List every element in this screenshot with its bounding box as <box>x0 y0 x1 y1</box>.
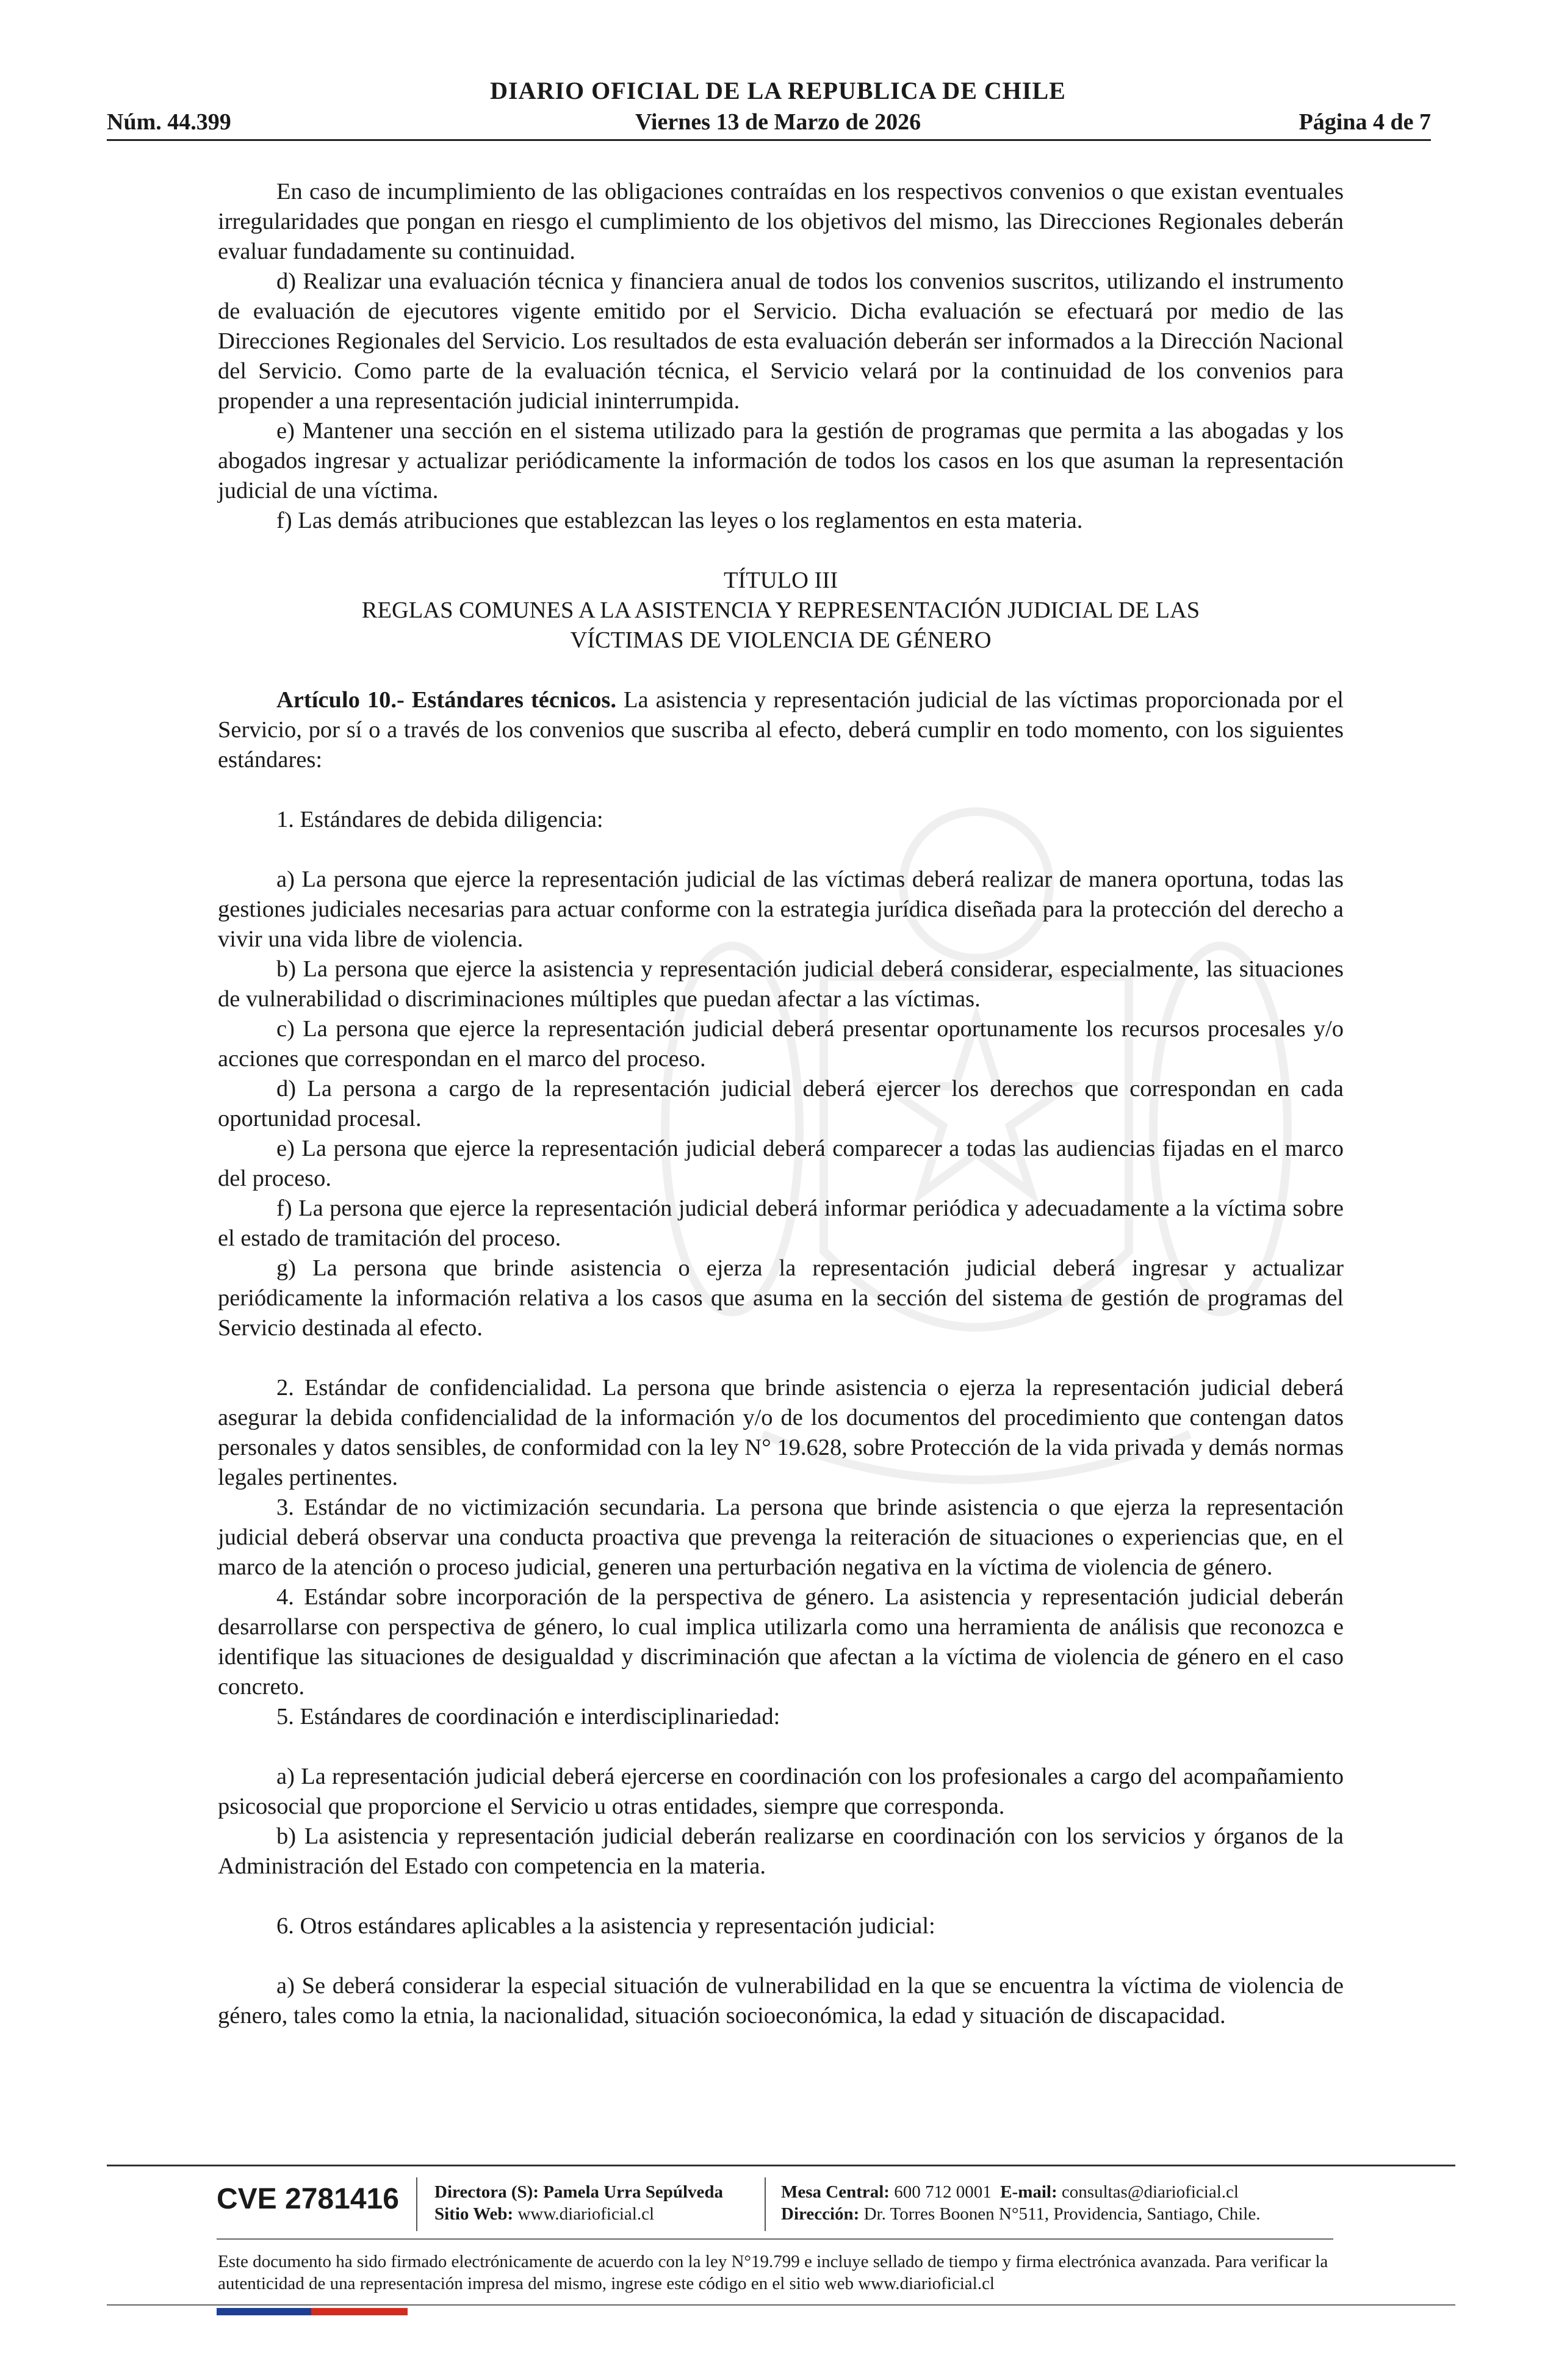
footer-separator <box>765 2177 766 2231</box>
flag-stripe-blue <box>217 2308 311 2315</box>
header-divider <box>107 139 1431 141</box>
title-subheading-line2: VÍCTIMAS DE VIOLENCIA DE GÉNERO <box>570 627 992 653</box>
standard-1-g: g) La persona que brinde asistencia o ejerza la representación judicial deberá ingresar y actualizar periódicamente la información relativa a los casos que asuma en la sección del sistema de gestión de programas del Servicio destinada al efecto. <box>218 1255 1344 1341</box>
item-f-atribuciones: f) Las demás atribuciones que establezcan las leyes o los reglamentos en esta materia. <box>276 508 1083 533</box>
email-label: E-mail: <box>1000 2182 1057 2202</box>
standard-2-confidencialidad: 2. Estándar de confidencialidad. La persona que brinde asistencia o ejerza la representación judicial deberá asegurar la debida confidencialidad de la información y/o de los documentos del procedimiento que contengan datos personales y datos sensibles, de conformidad con la ley N° 19.628, sobre Protección de la vida privada y demás normas legales pertinentes. <box>218 1375 1344 1490</box>
title-heading: TÍTULO III <box>723 568 838 593</box>
article-10 <box>218 685 1344 775</box>
website-link[interactable]: www.diarioficial.cl <box>517 2204 655 2224</box>
address-label: Dirección: <box>781 2204 860 2224</box>
paragraph-incumplimiento: En caso de incumplimiento de las obligaciones contraídas en los respectivos convenios o que existan eventuales irregularidades que pongan en riesgo el cumplimiento de los objetivos del mismo, las Direcciones Regionales deberán evaluar fundadamente su continuidad. <box>218 179 1344 264</box>
issue-number: Núm. 44.399 <box>107 109 231 135</box>
standard-6-heading: 6. Otros estándares aplicables a la asistencia y representación judicial: <box>276 1913 935 1939</box>
article-10-heading: Artículo 10.- Estándares técnicos. <box>276 687 616 713</box>
page-indicator: Página 4 de 7 <box>1298 109 1431 135</box>
title-subheading-line1: REGLAS COMUNES A LA ASISTENCIA Y REPRESENTACIÓN JUDICIAL DE LAS <box>361 597 1200 623</box>
footer-divider-middle <box>217 2238 1333 2240</box>
standard-3-no-victimizacion: 3. Estándar de no victimización secundaria. La persona que brinde asistencia o que ejerza la representación judicial deberá observar una conducta proactiva que prevenga la reiteración de situaciones o experiencias que, en el marco de la atención o proceso judicial, generen una perturbación negativa en la víctima de violencia de género. <box>218 1495 1344 1580</box>
newspaper-title: DIARIO OFICIAL DE LA REPUBLICA DE CHILE <box>490 77 1066 104</box>
standard-5-heading: 5. Estándares de coordinación e interdisciplinariedad: <box>276 1704 780 1729</box>
standard-1-b: b) La persona que ejerce la asistencia y representación judicial deberá considerar, especialmente, las situaciones de vulnerabilidad o discriminaciones múltiples que puedan afectar a las víctimas. <box>218 956 1344 1012</box>
email-link[interactable]: consultas@diarioficial.cl <box>1061 2182 1239 2202</box>
document-body <box>218 177 1344 2031</box>
standard-1-heading: 1. Estándares de debida diligencia: <box>276 807 603 832</box>
footer-divider-top <box>107 2165 1455 2166</box>
standard-1-c: c) La persona que ejerce la representación judicial deberá presentar oportunamente los recursos procesales y/o acciones que correspondan en el marco del proceso. <box>218 1016 1344 1072</box>
mesa-central-label: Mesa Central: <box>781 2182 890 2202</box>
item-e-sistema: e) Mantener una sección en el sistema utilizado para la gestión de programas que permita a las abogadas y los abogados ingresar y actualizar periódicamente la información de todos los casos en los que asuman la representación judicial de una víctima. <box>218 418 1344 503</box>
footer-contact-block <box>781 2181 1260 2225</box>
issue-date: Viernes 13 de Marzo de 2026 <box>635 109 921 135</box>
mesa-central-phone: 600 712 0001 <box>894 2182 992 2202</box>
address-value: Dr. Torres Boonen N°511, Providencia, Santiago, Chile. <box>863 2204 1261 2224</box>
standard-1-e: e) La persona que ejerce la representación judicial deberá comparecer a todas las audiencias fijadas en el marco del proceso. <box>218 1136 1344 1191</box>
standard-1-d: d) La persona a cargo de la representación judicial deberá ejercer los derechos que correspondan en cada oportunidad procesal. <box>218 1076 1344 1131</box>
standard-6-a: a) Se deberá considerar la especial situación de vulnerabilidad en la que se encuentra la víctima de violencia de género, tales como la etnia, la nacionalidad, situación socioeconómica, la edad y situación de discapacidad. <box>218 1973 1344 2028</box>
footer-divider-bottom <box>107 2304 1455 2306</box>
standard-4-perspectiva-genero: 4. Estándar sobre incorporación de la perspectiva de género. La asistencia y representación judicial deberán desarrollarse con perspectiva de género, lo cual implica utilizarla como una herramienta de análisis que reconozca e identifique las situaciones de desigualdad y discriminación que afectan a la víctima de violencia de género en el caso concreto. <box>218 1584 1344 1700</box>
standard-5-b: b) La asistencia y representación judicial deberán realizarse en coordinación con los servicios y órganos de la Administración del Estado con competencia en la materia. <box>218 1823 1344 1879</box>
flag-stripe-red <box>311 2308 408 2315</box>
article-10-text: La asistencia y representación judicial de las víctimas proporcionada por el Servicio, por sí o a través de los convenios que suscriba al efecto, deberá cumplir en todo momento, con los siguientes estándares: <box>218 687 1344 773</box>
standard-5-a: a) La representación judicial deberá ejercerse en coordinación con los profesionales a cargo del acompañamiento psicosocial que proporcione el Servicio u otras entidades, siempre que corresponda. <box>218 1764 1344 1819</box>
item-d-evaluacion: d) Realizar una evaluación técnica y financiera anual de todos los convenios suscritos, utilizando el instrumento de evaluación de ejecutores vigente emitido por el Servicio. Dicha evaluación se efectuará por medio de las Direcciones Regionales del Servicio. Los resultados de esta evaluación deberán ser informados a la Dirección Nacional del Servicio. Como parte de la evaluación técnica, el Servicio velará por la continuidad de los convenios para propender a una representación judicial ininterrumpida. <box>218 269 1344 414</box>
footer-separator <box>416 2177 417 2231</box>
director-name: Directora (S): Pamela Urra Sepúlveda <box>434 2182 724 2202</box>
standard-1-f: f) La persona que ejerce la representación judicial deberá informar periódica y adecuadamente a la víctima sobre el estado de tramitación del proceso. <box>218 1195 1344 1251</box>
website-label: Sitio Web: <box>434 2204 514 2224</box>
footer-director-block <box>434 2181 723 2225</box>
cve-code: CVE 2781416 <box>217 2183 399 2215</box>
standard-1-a: a) La persona que ejerce la representación judicial de las víctimas deberá realizar de manera oportuna, todas las gestiones judiciales necesarias para actuar conforme con la estrategia jurídica diseñada para la protección del derecho a vivir una vida libre de violencia. <box>218 867 1344 952</box>
legal-notice: Este documento ha sido firmado electrónicamente de acuerdo con la ley N°19.799 e incluye sellado de tiempo y firma electrónica avanzada. Para verificar la autenticidad de una representación impresa del mismo, ingrese este código en el sitio web www.diarioficial.cl <box>218 2252 1328 2293</box>
